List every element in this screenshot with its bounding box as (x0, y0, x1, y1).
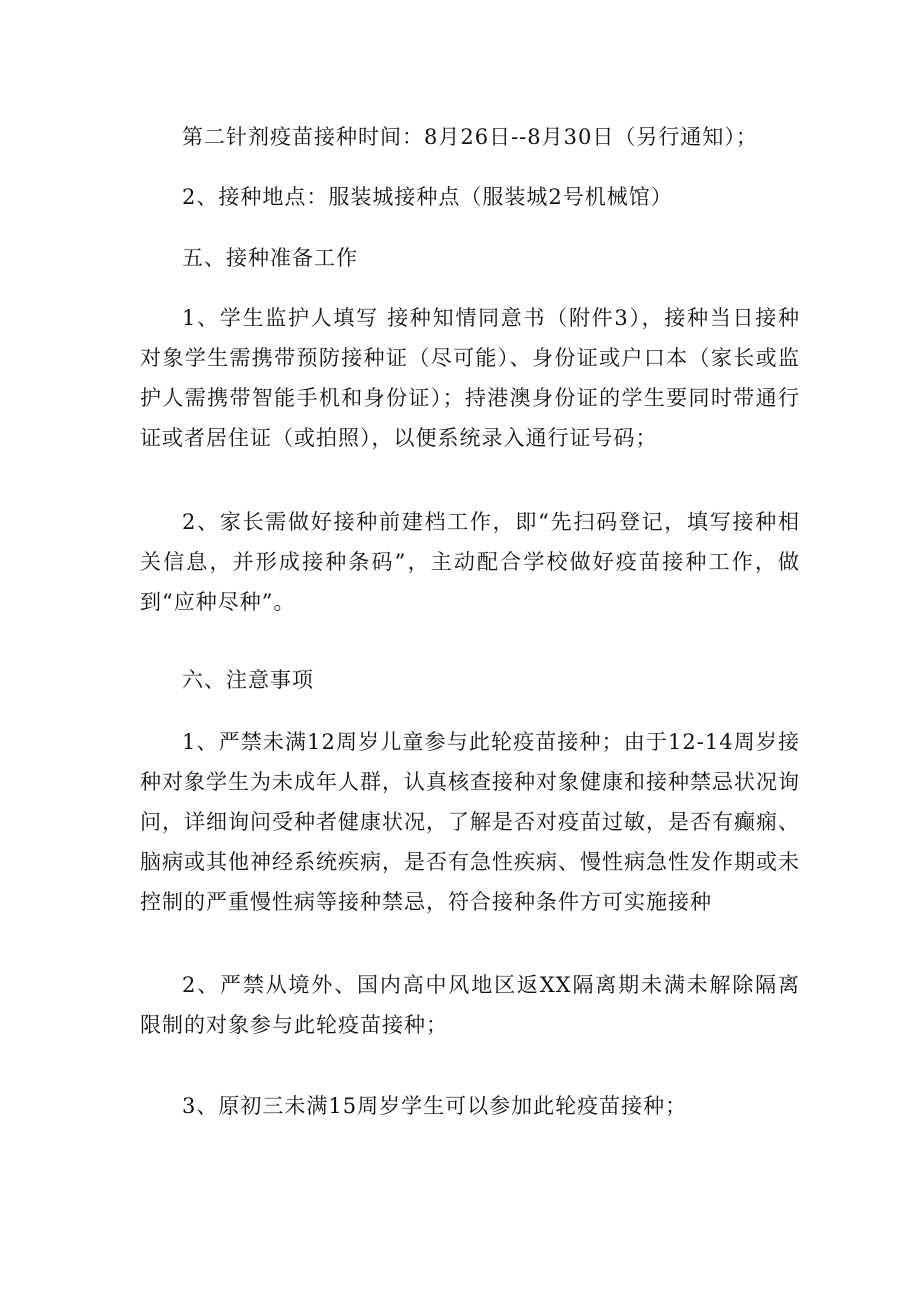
paragraph-vaccination-location: 2、接种地点：服装城接种点（服装城2号机械馆） (182, 185, 673, 209)
paragraph-quarantine-restriction: 2、严禁从境外、国内高中风地区返XX隔离期未满未解除隔离限制的对象参与此轮疫苗接种； (140, 973, 800, 1037)
paragraph-registration: 2、家长需做好接种前建档工作，即“先扫码登记，填写接种相关信息，并形成接种条码”，主动配合学校做好疫苗接种工作，做到“应种尽种”。 (140, 510, 800, 614)
section-heading-notes: 六、注意事项 (182, 668, 314, 692)
section-heading-preparation: 五、接种准备工作 (182, 246, 358, 270)
paragraph-age-restriction: 1、严禁未满12周岁儿童参与此轮疫苗接种；由于12-14周岁接种对象学生为未成年人群，认真核查接种对象健康和接种禁忌状况询问，详细询问受种者健康状况，了解是否对疫苗过敏，是否有癫痫、脑病或其他神经系统疾病，是否有急性疾病、慢性病急性发作期或未控制的严重慢性病等接种禁忌，符合接种条件方可实施接种 (140, 730, 800, 914)
paragraph-grade-nine-students: 3、原初三未满15周岁学生可以参加此轮疫苗接种； (182, 1094, 688, 1118)
paragraph-second-dose-time: 第二针剂疫苗接种时间：8月26日--8月30日（另行通知）； (182, 125, 758, 149)
paragraph-guardian-consent: 1、学生监护人填写 接种知情同意书（附件3），接种当日接种对象学生需携带预防接种证（尽可能）、身份证或户口本（家长或监护人需携带智能手机和身份证）；持港澳身份证的学生要同时带通行证或者居住证（或拍照），以便系统录入通行证号码； (140, 306, 800, 450)
